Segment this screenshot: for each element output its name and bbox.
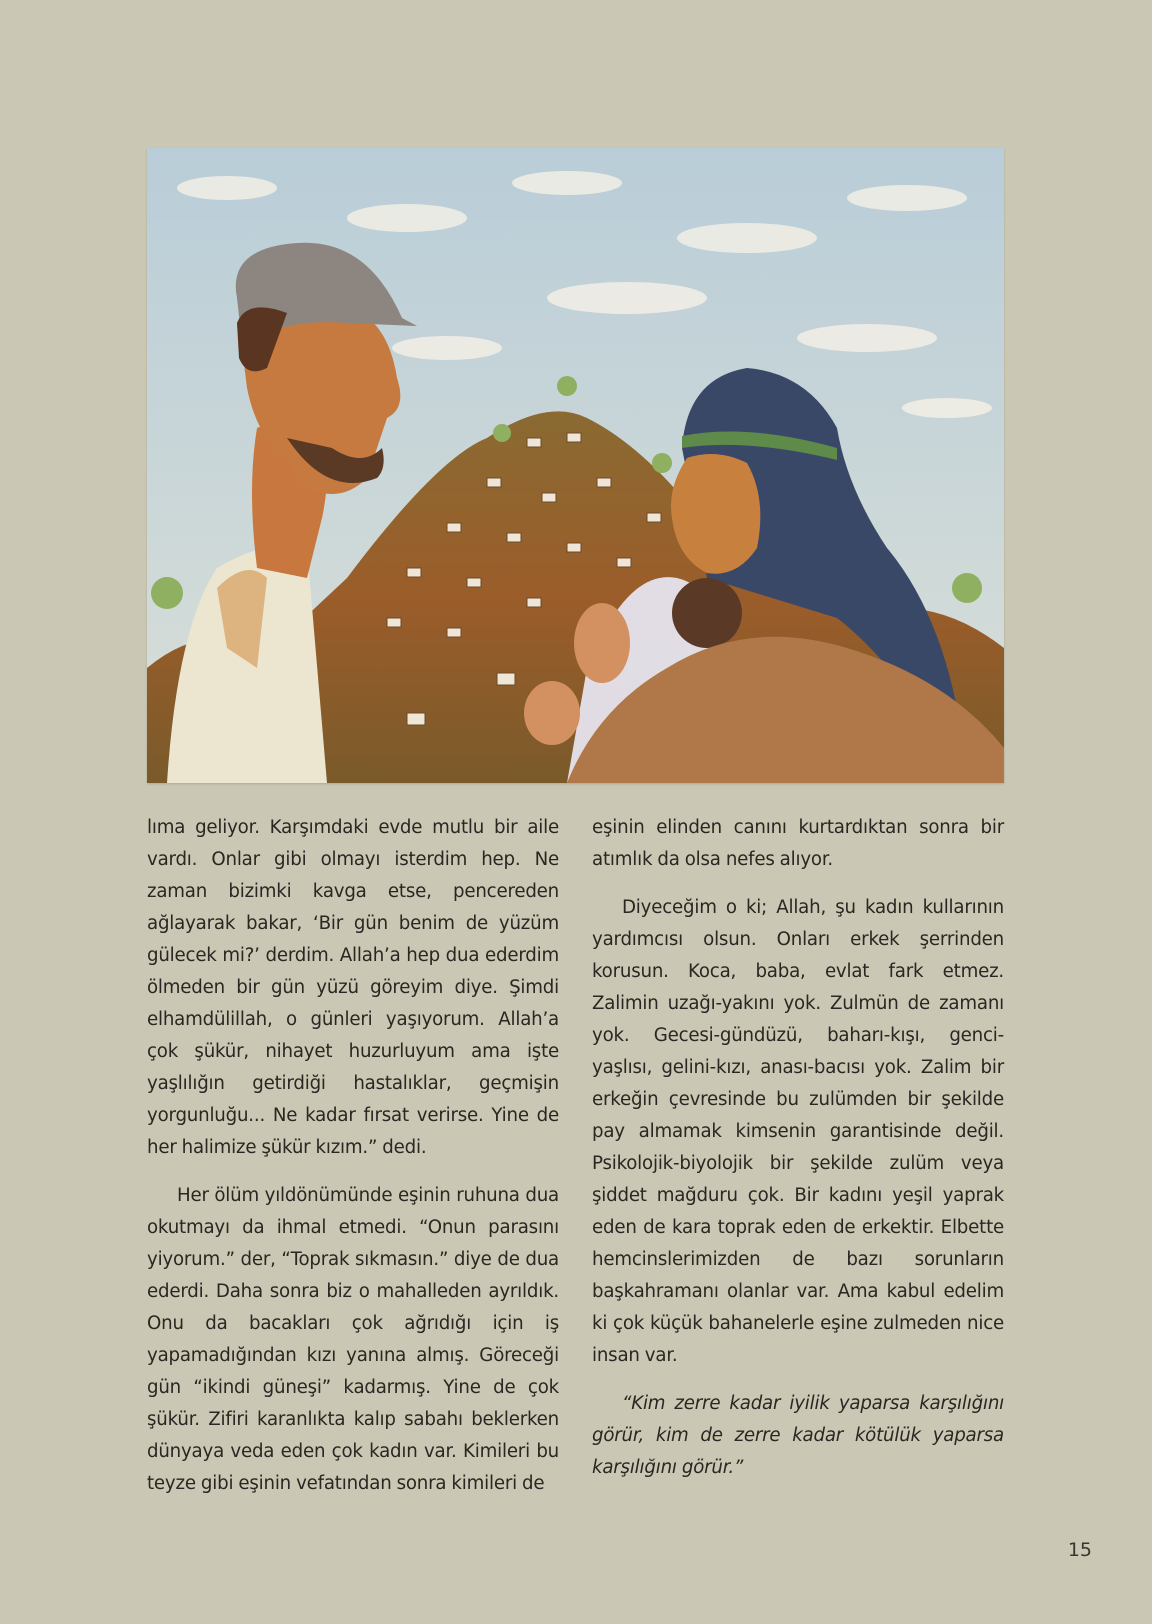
left-paragraph-1: lıma geliyor. Karşımdaki evde mutlu bir aile vardı. Onlar gibi olmayı isterdim hep. Ne zaman bizimki kavga etse, pencereden ağlayarak bakar, ‘Bir gün benim de yüzüm gülecek mi?’ derdim. Allah’a hep dua ederdim ölmeden bir gün yüzü göreyim diye. Şimdi elhamdülillah, o günleri yaşıyorum. Allah’a çok şükür, nihayet huzurluyum ama işte yaşlılığın getirdiği hastalıklar, geçmişin yorgunluğu... Ne kadar fırsat verirse. Yine de her halimize şükür kızım.” dedi. bbox=[147, 817, 559, 1158]
baby-head bbox=[672, 578, 742, 648]
painting-svg bbox=[147, 148, 1004, 783]
illustration-painting bbox=[147, 148, 1004, 783]
right-text-column bbox=[592, 812, 1004, 1484]
right-paragraph-1: eşinin elinden canını kurtardıktan sonra bir atımlık da olsa nefes alıyor. bbox=[592, 817, 1004, 870]
woman-hand-upper bbox=[574, 603, 630, 683]
right-paragraph-2: Diyeceğim o ki; Allah, şu kadın kullarının yardımcısı olsun. Onları erkek şerrinden korusun. Koca, baba, evlat fark etmez. Zalimin uzağı-yakını yok. Zulmün de zamanı yok. Gecesi-gündüzü, baharı-kışı, genci-yaşlısı, gelini-kızı, anası-bacısı yok. Zalim bir erkeğin çevresinde bu zulümden bir şekilde pay almamak kimsenin garantisinde değil. Psikolojik-biyolojik bir şekilde zulüm veya şiddet mağduru çok. Bir kadını yeşil yaprak eden de kara toprak eden de erkektir. Elbette hemcinslerimizden de bazı sorunların başkahramanı olanlar var. Ama kabul edelim ki çok küçük bahanelerle eşine zulmeden nice insan var. bbox=[592, 897, 1004, 1366]
quote-paragraph: “Kim zerre kadar iyilik yaparsa karşılığını görür, kim de zerre kadar kötülük yaparsa karşılığını görür.” bbox=[592, 1393, 1004, 1478]
woman-hand-lower bbox=[524, 681, 580, 745]
left-text-column bbox=[147, 812, 559, 1500]
left-paragraph-2: Her ölüm yıldönümünde eşinin ruhuna dua okutmayı da ihmal etmedi. “Onun parasını yiyorum.” der, “Toprak sıkmasın.” diye de dua ederdi. Daha sonra biz o mahalleden ayrıldık. Onu da bacakları çok ağrıdığı için iş yapamadığından kızı yanına almış. Göreceği gün “ikindi güneşi” kadarmış. Yine de çok şükür. Zifiri karanlıkta kalıp sabahı beklerken dünyaya veda eden çok kadın var. Kimileri bu teyze gibi eşinin vefatından sonra kimileri de bbox=[147, 1185, 559, 1494]
page-number: 15 bbox=[1067, 1539, 1092, 1561]
